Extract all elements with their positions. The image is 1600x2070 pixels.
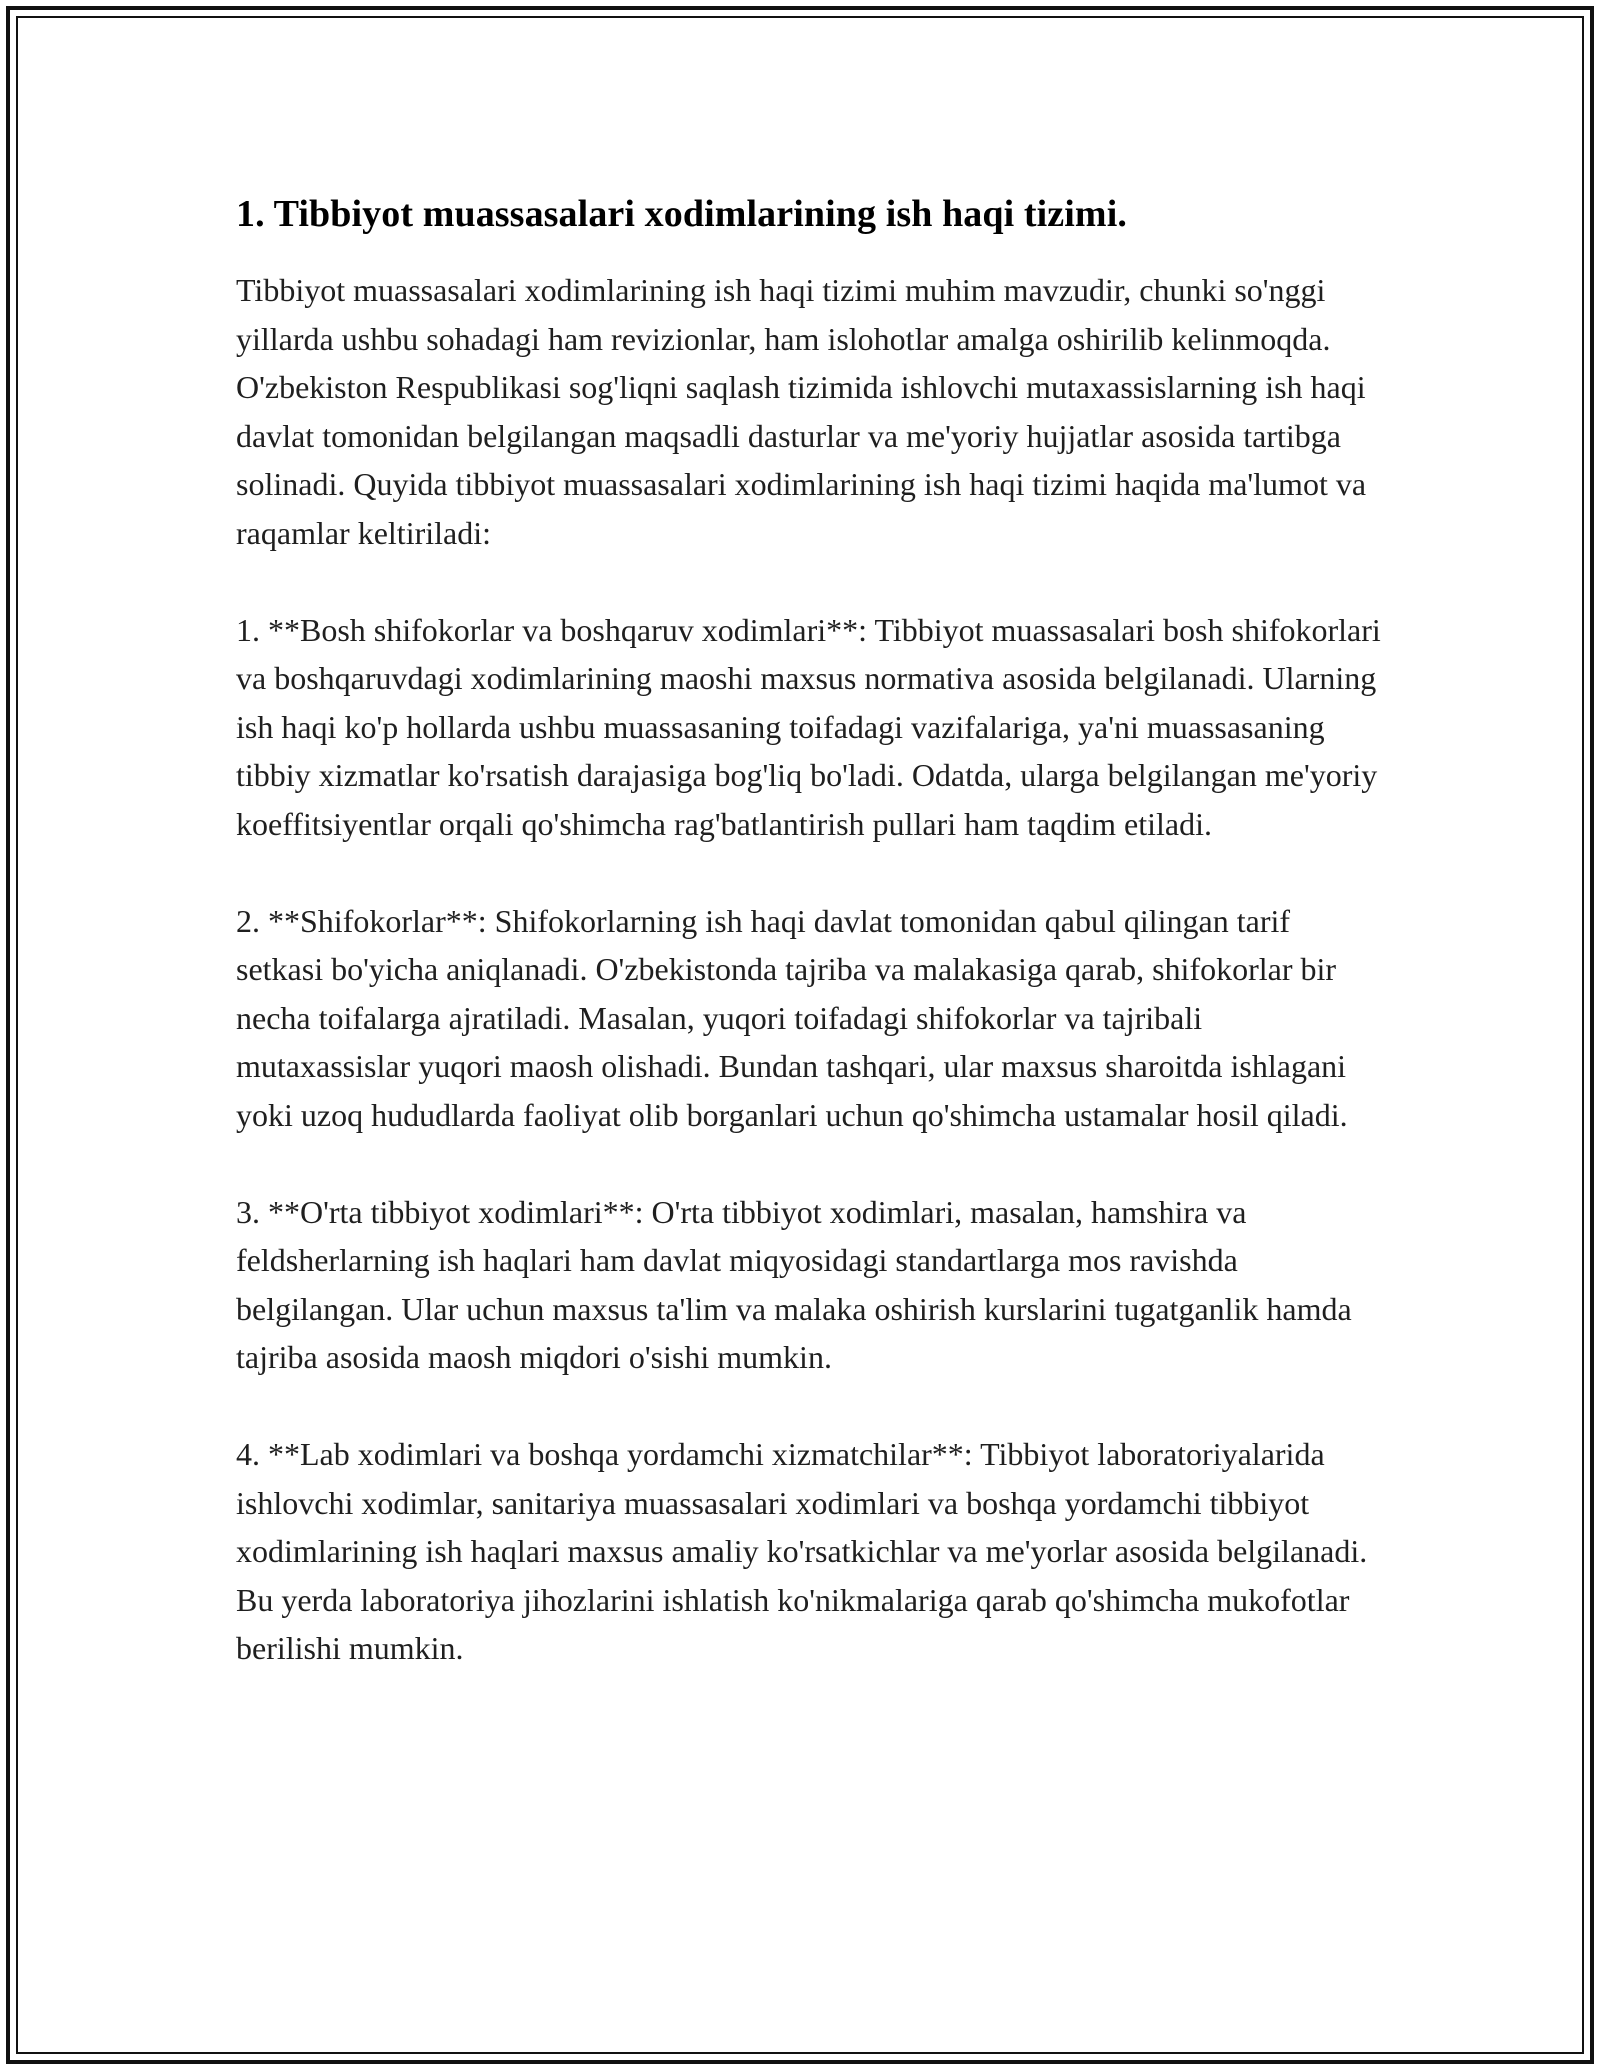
paragraph-bosh-shifokorlar: 1. **Bosh shifokorlar va boshqaruv xodimlari**: Tibbiyot muassasalari bosh shifokorlari va boshqaruvdagi xodimlarining maoshi maxsus normativa asosida belgilanadi. Ularning ish haqi ko'p hollarda ushbu muassasaning toifadagi vazifalariga, ya'ni muassasaning tibbiy xizmatlar ko'rsatish darajasiga bog'liq bo'ladi. Odatda, ularga belgilangan me'yoriy koeffitsiyentlar orqali qo'shimcha rag'batlantirish pullari ham taqdim etiladi. [236, 611, 1381, 842]
paragraph-lab-xodimlari: 4. **Lab xodimlari va boshqa yordamchi xizmatchilar**: Tibbiyot laboratoriyalarida ishlovchi xodimlar, sanitariya muassasalari xodimlari va boshqa yordamchi tibbiyot xodimlarining ish haqlari maxsus amaliy ko'rsatkichlar va me'yorlar asosida belgilanadi. Bu yerda laboratoriya jihozlarini ishlatish ko'nikmalariga qarab qo'shimcha mukofotlar berilishi mumkin. [236, 1436, 1368, 1666]
document-title: 1. Tibbiyot muassasalari xodimlarining ish haqi tizimi. [236, 193, 1127, 235]
intro-paragraph: Tibbiyot muassasalari xodimlarining ish haqi tizimi muhim mavzudir, chunki so'nggi yillarda ushbu sohadagi ham revizionlar, ham islohotlar amalga oshirilib kelinmoqda. O'zbekiston Respublikasi sog'liqni saqlash tizimida ishlovchi mutaxassislarning ish haqi davlat tomonidan belgilangan maqsadli dasturlar va me'yoriy hujjatlar asosida tartibga solinadi. Quyida tibbiyot muassasalari xodimlarining ish haqi tizimi haqida ma'lumot va raqamlar keltiriladi: [236, 272, 1367, 551]
paragraph-orta-tibbiyot-xodimlari: 3. **O'rta tibbiyot xodimlari**: O'rta tibbiyot xodimlari, masalan, hamshira va feldsherlarning ish haqlari ham davlat miqyosidagi standartlarga mos ravishda belgilangan. Ular uchun maxsus ta'lim va malaka oshirish kurslarini tugatganlik hamda tajriba asosida maosh miqdori o'sishi mumkin. [236, 1193, 1352, 1375]
paragraph-shifokorlar: 2. **Shifokorlar**: Shifokorlarning ish haqi davlat tomonidan qabul qilingan tarif setkasi bo'yicha aniqlanadi. O'zbekistonda tajriba va malakasiga qarab, shifokorlar bir necha toifalarga ajratiladi. Masalan, yuqori toifadagi shifokorlar va tajribali mutaxassislar yuqori maosh olishadi. Bundan tashqari, ular maxsus sharoitda ishlagani yoki uzoq hududlarda faoliyat olib borganlari uchun qo'shimcha ustamalar hosil qiladi. [236, 902, 1348, 1133]
document-body [236, 188, 1382, 1673]
